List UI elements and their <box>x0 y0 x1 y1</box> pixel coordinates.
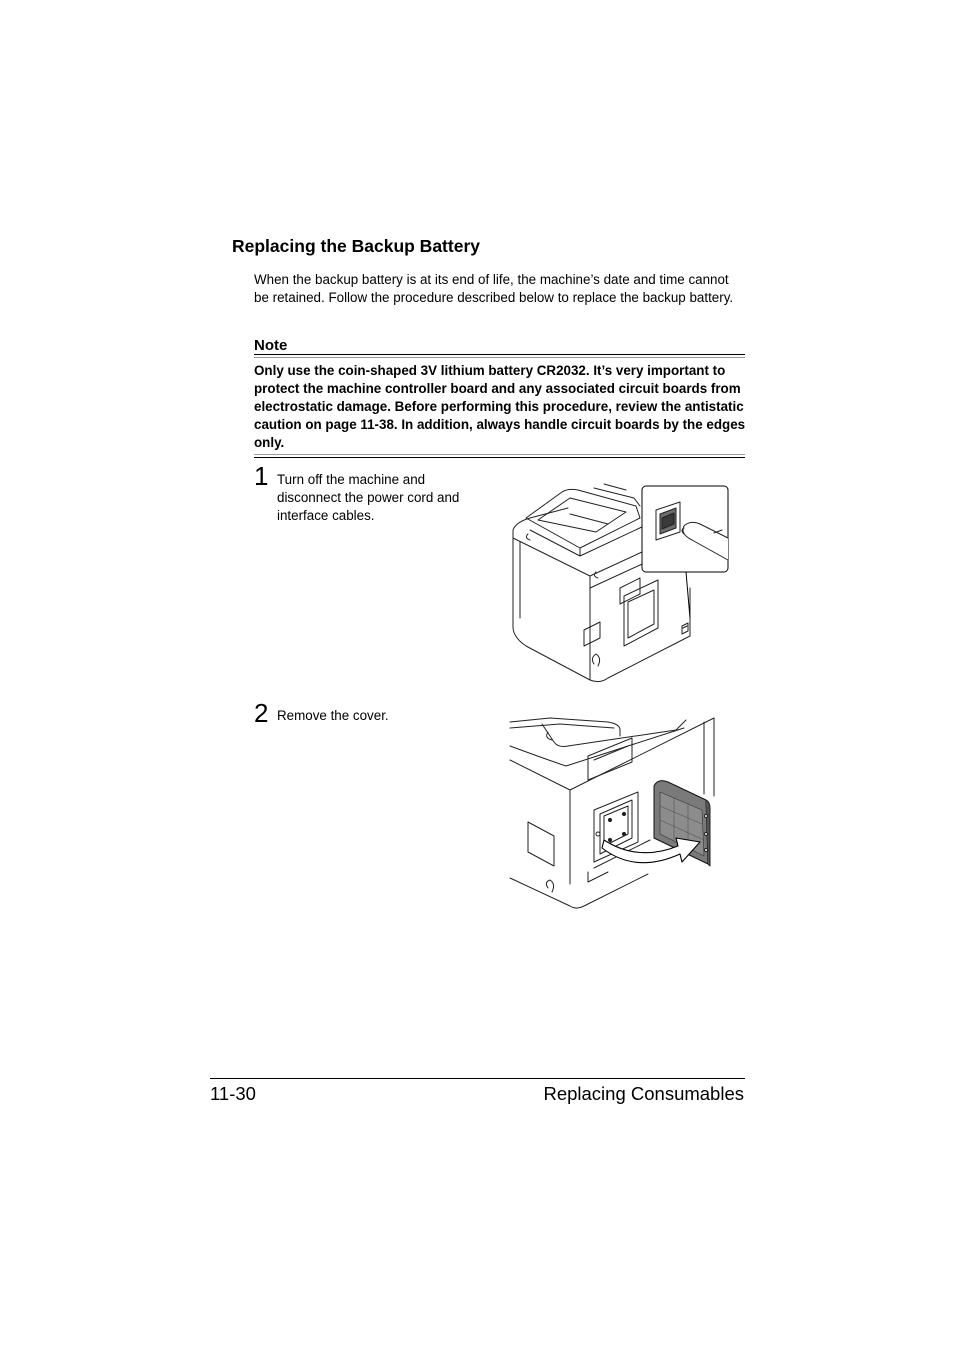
step-1-text: Turn off the machine and disconnect the power cord and interface cables. <box>277 472 460 523</box>
cover-removal-illustration <box>508 716 720 910</box>
note-bottom-rule-shadow <box>254 454 745 455</box>
footer-rule <box>210 1078 745 1079</box>
step-1-number: 1 <box>254 461 269 491</box>
note-top-rule-shadow <box>254 357 745 358</box>
section-title: Replacing the Backup Battery <box>232 236 480 256</box>
note-heading: Note <box>254 337 288 354</box>
step-2-text: Remove the cover. <box>277 708 389 723</box>
step-2-number: 2 <box>254 698 269 728</box>
chapter-title: Replacing Consumables <box>543 1083 744 1104</box>
note-body: Only use the coin-shaped 3V lithium battery CR2032. It’s very important to protect the machine controller board and any associated circuit boards from electrostatic damage. Before performing this procedure, review the antistatic caution on page 11-38. In addition, always handle circuit boards by the edges only. <box>254 363 746 450</box>
power-switch-illustration <box>508 478 730 684</box>
note-top-rule <box>254 354 745 355</box>
page-number: 11-30 <box>210 1083 256 1104</box>
note-bottom-rule <box>254 457 745 458</box>
intro-paragraph: When the backup battery is at its end of life, the machine’s date and time cannot be retained. Follow the procedure described below to replace the backup battery. <box>254 272 734 305</box>
